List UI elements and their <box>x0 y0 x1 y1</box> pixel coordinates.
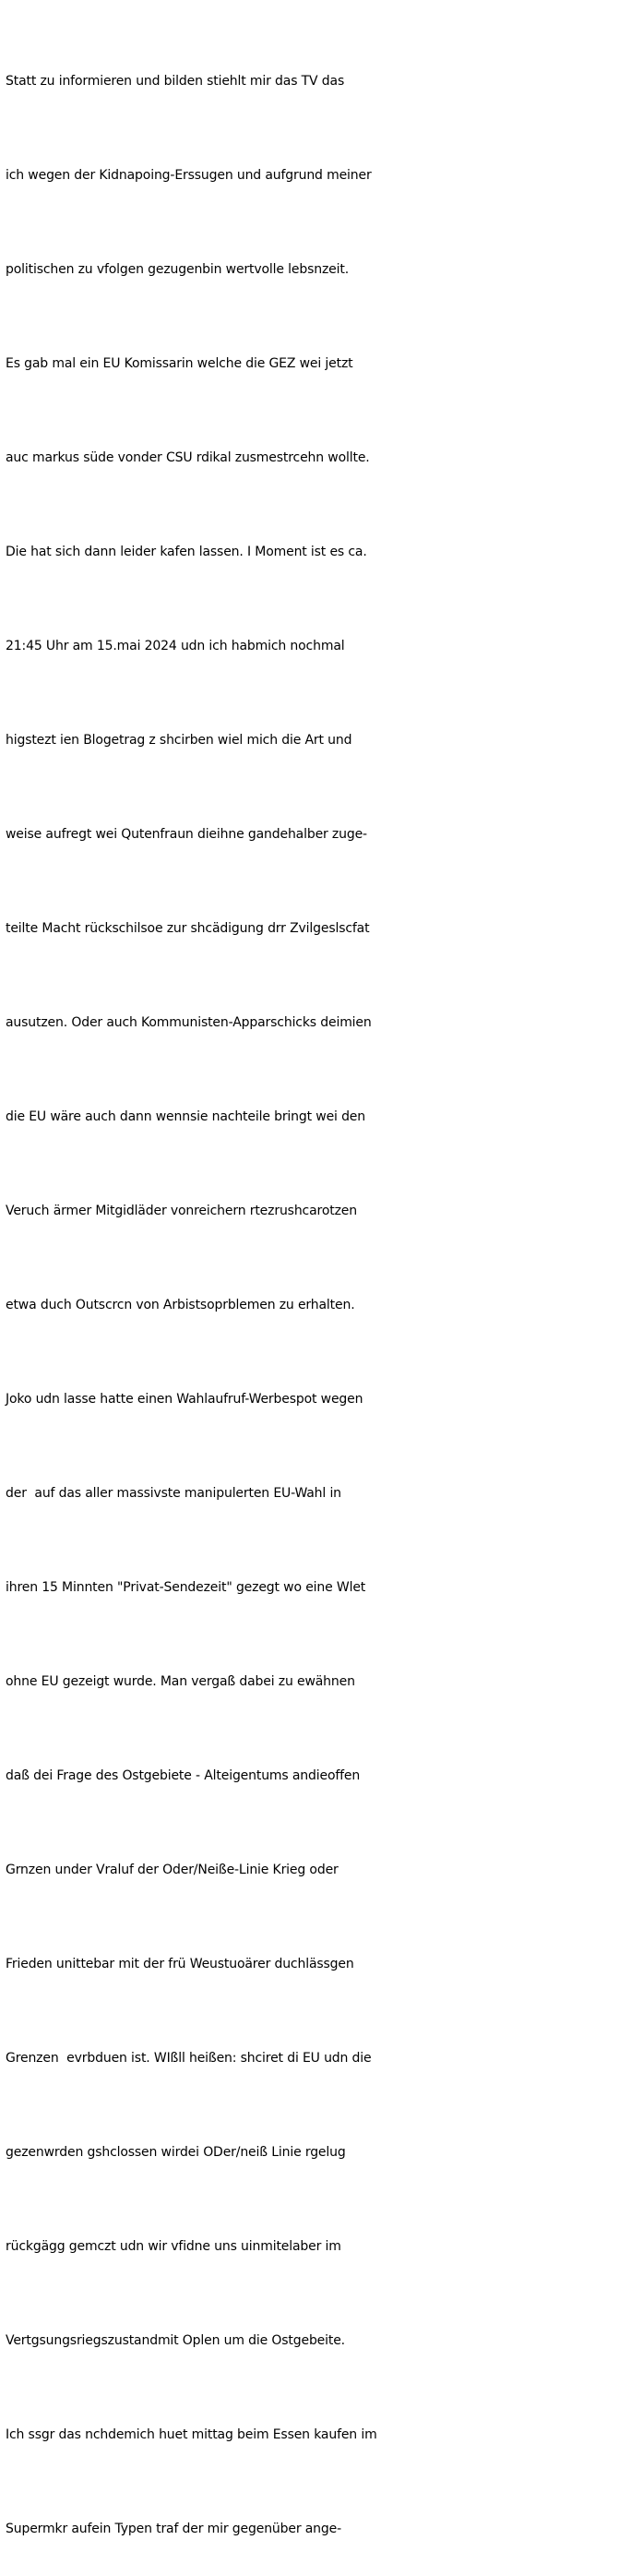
text-line-25: Vertgsungsriegszustandmit Oplen um die Ostgebeite. <box>6 2333 345 2348</box>
text-line-17: ihren 15 Minnten "Privat-Sendezeit" gezegt wo eine Wlet <box>6 1580 366 1595</box>
text-line-5: auc markus süde vonder CSU rdikal zusmestrcehn wollte. <box>6 450 370 465</box>
text-line-1: Statt zu informieren und bilden stiehlt mir das TV das <box>6 74 345 89</box>
text-line-14: etwa duch Outscrcn von Arbistsoprblemen zu erhalten. <box>6 1298 355 1312</box>
text-line-26: Ich ssgr das nchdemich huet mittag beim Essen kaufen im <box>6 2427 377 2442</box>
text-line-12: die EU wäre auch dann wennsie nachteile bringt wei den <box>6 1109 365 1124</box>
text-line-18: ohne EU gezeigt wurde. Man vergaß dabei zu ewähnen <box>6 1674 355 1689</box>
text-line-9: weise aufregt wei Qutenfraun dieihne gandehalber zuge- <box>6 827 367 842</box>
text-line-19: daß dei Frage des Ostgebiete - Alteigentums andieoffen <box>6 1768 361 1783</box>
text-line-8: higstezt ien Blogetrag z shcirben wiel mich die Art und <box>6 733 352 748</box>
text-line-27: Supermkr aufein Typen traf der mir gegenüber ange- <box>6 2522 342 2536</box>
text-line-20: Grnzen under Vraluf der Oder/Neiße-Linie Krieg oder <box>6 1863 339 1877</box>
text-line-7: 21:45 Uhr am 15.mai 2024 udn ich habmich nochmal <box>6 639 345 653</box>
text-line-10: teilte Macht rückschilsoe zur shcädigung drr Zvilgeslscfat <box>6 921 370 936</box>
text-line-4: Es gab mal ein EU Komissarin welche die GEZ wei jetzt <box>6 356 353 371</box>
text-line-15: Joko udn lasse hatte einen Wahlaufruf-Werbespot wegen <box>6 1392 363 1407</box>
text-line-13: Veruch ärmer Mitgidläder vonreichern rtezrushcarotzen <box>6 1204 357 1218</box>
text-line-22: Grenzen evrbduen ist. WIßll heißen: shciret di EU udn die <box>6 2051 372 2066</box>
text-line-16: der auf das aller massivste manipulerten EU-Wahl in <box>6 1486 341 1501</box>
text-line-24: rückgägg gemczt udn wir vfidne uns uinmitelaber im <box>6 2239 341 2254</box>
text-line-23: gezenwrden gshclossen wirdei ODer/neiß Linie rgelug <box>6 2145 346 2160</box>
text-line-6: Die hat sich dann leider kafen lassen. I Moment ist es ca. <box>6 545 367 559</box>
text-line-3: politischen zu vfolgen gezugenbin wertvolle lebsnzeit. <box>6 262 350 277</box>
text-line-21: Frieden unittebar mit der frü Weustuoärer duchlässgen <box>6 1957 354 1971</box>
text-line-2: ich wegen der Kidnapoing-Erssugen und aufgrund meiner <box>6 168 372 183</box>
text-line-11: ausutzen. Oder auch Kommunisten-Apparschicks deimien <box>6 1015 372 1030</box>
